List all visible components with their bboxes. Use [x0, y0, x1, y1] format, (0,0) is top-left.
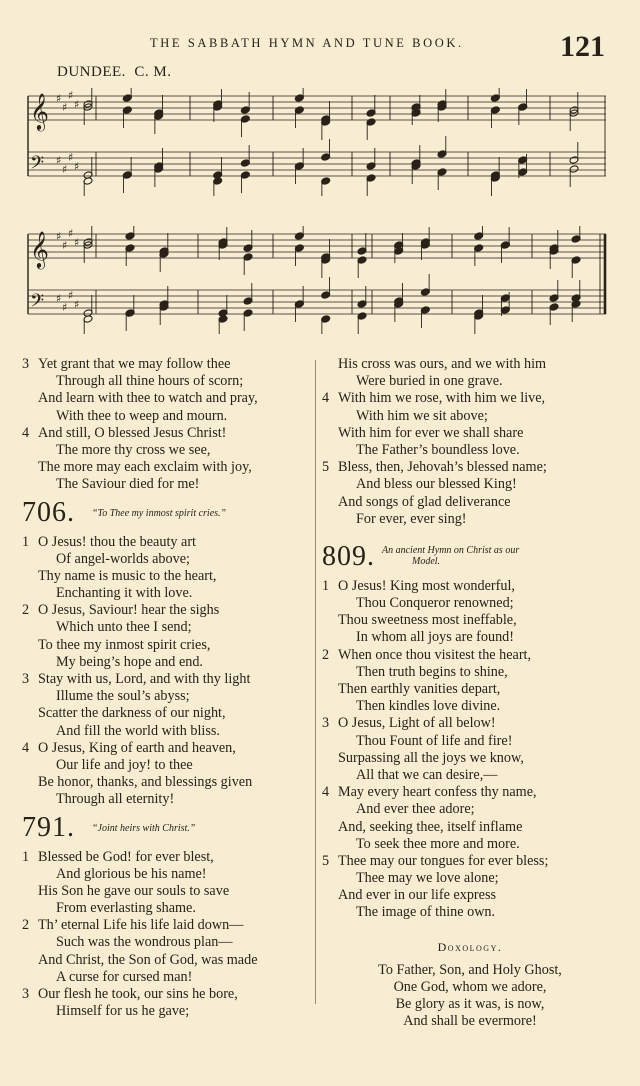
treble-clef-icon: 𝄞	[30, 230, 49, 268]
treble-clef-icon: 𝄞	[30, 92, 49, 130]
verse-text: All that we can desire,—	[356, 766, 498, 783]
sharp-icon: ♯	[62, 239, 68, 252]
sharp-icon: ♯	[68, 227, 74, 240]
sharp-icon: ♯	[62, 163, 68, 176]
stanza-number: 3	[22, 356, 30, 372]
verse-text: And bless our blessed King!	[356, 476, 517, 493]
verse-line	[322, 698, 618, 715]
verse-text: Thy name is music to the heart,	[38, 567, 217, 584]
verse-text: His cross was ours, and we with him	[338, 356, 547, 372]
verse-line	[22, 585, 312, 602]
hymn-791-continuation	[322, 356, 618, 528]
verse-text: And learn with thee to watch and pray,	[38, 390, 258, 407]
hymn-number: 809.	[322, 540, 375, 572]
stanza-number: 1	[322, 577, 330, 594]
verse-line	[22, 671, 312, 688]
verse-line	[322, 819, 618, 836]
verse-text: And songs of glad deliverance	[338, 493, 511, 510]
verse-text: To thee my inmost spirit cries,	[38, 636, 211, 653]
hymn-809-heading	[322, 542, 618, 576]
stanza-number: 2	[22, 602, 30, 619]
doxology-line: To Father, Son, and Holy Ghost,	[378, 961, 562, 978]
verse-text: Of angel-worlds above;	[56, 550, 190, 567]
verse-text: In whom all joys are found!	[356, 629, 514, 646]
verse-line	[322, 425, 618, 442]
verse-text: And fill the world with bliss.	[56, 722, 220, 739]
verse-text: O Jesus, Saviour! hear the sighs	[38, 602, 220, 619]
verse-text: Enchanting it with love.	[56, 585, 193, 602]
doxology-line: Be glory as it was, is now,	[395, 996, 545, 1012]
verse-line	[322, 801, 618, 818]
verse-text: Stay with us, Lord, and with thy light	[38, 671, 251, 687]
verse-text: The more thy cross we see,	[56, 441, 211, 458]
verse-line	[22, 866, 312, 883]
right-column	[322, 356, 618, 1030]
verse-line	[22, 551, 312, 568]
sharp-icon: ♯	[56, 292, 62, 305]
verse-text: With him we sit above;	[356, 407, 488, 424]
sharp-icon: ♯	[62, 301, 68, 314]
verse-line	[22, 390, 312, 407]
verse-line	[22, 408, 312, 425]
verse-line	[322, 476, 618, 493]
verse-line	[22, 534, 312, 551]
verse-text: Thou Fount of life and fire!	[356, 732, 513, 749]
verse-line	[22, 688, 312, 705]
verse-line	[22, 969, 312, 986]
verse-text: Thee may we love alone;	[356, 870, 499, 887]
stanza-number: 4	[322, 390, 330, 407]
verse-text: Thee may our tongues for ever bless;	[338, 852, 549, 869]
verse-text: Then earthly vanities depart,	[338, 681, 501, 697]
verse-line	[22, 459, 312, 476]
verse-line	[22, 849, 312, 866]
verse-text: My being’s hope and end.	[56, 653, 203, 670]
hymn-subtitle-line-2: Model.	[412, 555, 441, 567]
sharp-icon: ♯	[68, 289, 74, 302]
verse-text: Then truth begins to shine,	[356, 663, 508, 680]
verse-line	[322, 647, 618, 664]
stanza-number: 5	[322, 459, 330, 476]
verse-text: Our life and joy! to thee	[56, 756, 193, 773]
verse-text: The image of thine own.	[356, 904, 496, 921]
verse-line	[22, 619, 312, 636]
sharp-icon: ♯	[74, 298, 80, 311]
verse-text: Thou Conqueror renowned;	[356, 595, 514, 612]
verse-line	[322, 733, 618, 750]
verse-line	[22, 425, 312, 442]
hymn-number: 791.	[22, 811, 75, 843]
verse-line	[322, 681, 618, 698]
verse-text: And still, O blessed Jesus Christ!	[38, 424, 227, 441]
verse-line	[322, 459, 618, 476]
verse-line	[322, 373, 618, 390]
verse-line	[22, 1003, 312, 1020]
tune-title	[57, 64, 172, 81]
verse-text: And glorious be his name!	[56, 865, 207, 882]
verse-text: O Jesus! thou the beauty art	[38, 533, 196, 550]
verse-line	[22, 757, 312, 774]
verse-line	[322, 390, 618, 407]
verse-line	[22, 986, 312, 1003]
verse-text: And ever in our life express	[338, 887, 496, 904]
verse-text: Be honor, thanks, and blessings given	[38, 774, 253, 791]
bass-clef-icon: 𝄢	[30, 153, 45, 178]
verse-line	[322, 511, 618, 528]
verse-line	[322, 784, 618, 801]
stanza-number: 3	[22, 986, 30, 1002]
stanza-number: 1	[22, 848, 30, 865]
sharp-icon: ♯	[56, 92, 62, 105]
verse-text: Through all thine hours of scorn;	[56, 373, 244, 390]
verse-text: And ever thee adore;	[356, 801, 475, 818]
verse-text: With thee to weep and mourn.	[56, 407, 228, 424]
music-system-1	[22, 88, 608, 196]
stanza-number: 3	[322, 715, 330, 732]
verse-line	[322, 356, 618, 373]
verse-line	[22, 373, 312, 390]
verse-text: The Father’s boundless love.	[356, 441, 520, 458]
verse-line	[22, 637, 312, 654]
verse-text: Yet grant that we may follow thee	[38, 356, 231, 372]
verse-line	[322, 629, 618, 646]
stanza-number: 4	[22, 739, 30, 756]
verse-line	[22, 917, 312, 934]
verse-line	[22, 934, 312, 951]
verse-text: Through all eternity!	[56, 791, 175, 808]
page-number: 121	[560, 30, 605, 63]
hymn-791-heading	[22, 813, 312, 847]
stanza-number: 2	[322, 646, 330, 663]
hymn-number: 706.	[22, 496, 75, 528]
verse-text: O Jesus! King most wonderful,	[338, 577, 515, 594]
verse-line	[22, 654, 312, 671]
verse-text: With him for ever we shall share	[338, 424, 524, 441]
verse-line	[22, 705, 312, 722]
stanza-number: 4	[322, 784, 330, 801]
doxology-text	[322, 962, 618, 1031]
doxology-title: Doxology.	[437, 939, 503, 954]
verse-text: Bless, then, Jehovah’s blessed name;	[338, 459, 547, 476]
verse-text: His Son he gave our souls to save	[38, 882, 230, 899]
verse-text: Surpassing all the joys we know,	[338, 749, 524, 766]
verse-line	[322, 853, 618, 870]
verse-text: Blessed be God! for ever blest,	[38, 848, 214, 865]
verse-text: Such was the wondrous plan—	[56, 934, 233, 951]
running-head: THE SABBATH HYMN AND TUNE BOOK.	[150, 36, 464, 50]
verse-line	[322, 836, 618, 853]
verse-text: A curse for cursed man!	[56, 968, 193, 985]
verse-line	[322, 887, 618, 904]
hymn-subtitle	[382, 545, 519, 567]
verse-line	[322, 715, 618, 732]
verse-text: Thou sweetness most ineffable,	[338, 612, 517, 629]
verse-text: Then kindles love divine.	[356, 698, 501, 715]
verse-line	[22, 568, 312, 585]
verse-line	[22, 883, 312, 900]
sharp-icon: ♯	[62, 101, 68, 114]
stanza-number: 1	[22, 533, 30, 550]
verse-line	[22, 952, 312, 969]
verse-text: Illume the soul’s abyss;	[56, 688, 190, 705]
verse-text: Were buried in one grave.	[356, 373, 503, 390]
stanza-number: 5	[322, 852, 330, 869]
verse-line	[322, 578, 618, 595]
verse-text: To seek thee more and more.	[356, 835, 520, 852]
verse-line	[22, 774, 312, 791]
verse-line	[322, 767, 618, 784]
hymn-706-text	[22, 534, 312, 809]
verse-line	[322, 904, 618, 921]
verse-text: Which unto thee I send;	[56, 619, 192, 636]
hymn-791-text	[22, 849, 312, 1021]
verse-text: O Jesus, Light of all below!	[338, 715, 496, 732]
bass-clef-icon: 𝄢	[30, 291, 45, 316]
verse-line	[322, 595, 618, 612]
stanza-number: 4	[22, 424, 30, 441]
verse-line	[322, 870, 618, 887]
verse-line	[22, 740, 312, 757]
verse-text: With him we rose, with him we live,	[338, 390, 546, 407]
sharp-icon: ♯	[74, 160, 80, 173]
verse-line	[22, 356, 312, 373]
stanza-number: 2	[22, 917, 30, 934]
hymn-subtitle: “Joint heirs with Christ.”	[92, 822, 196, 834]
hymn-809-text	[322, 578, 618, 922]
doxology-line: One God, whom we adore,	[393, 978, 547, 995]
left-column	[22, 356, 312, 1020]
verse-line	[22, 900, 312, 917]
verse-text: From everlasting shame.	[56, 900, 196, 917]
music-system-2	[22, 226, 608, 334]
sharp-icon: ♯	[56, 230, 62, 243]
verse-line	[322, 664, 618, 681]
verse-line	[22, 791, 312, 808]
verse-text: May every heart confess thy name,	[338, 784, 537, 801]
verse-line	[22, 602, 312, 619]
verse-line	[22, 476, 312, 493]
stanza-number: 3	[22, 671, 30, 687]
verse-text: And Christ, the Son of God, was made	[38, 951, 258, 968]
column-divider	[315, 360, 316, 1004]
verse-text: And, seeking thee, itself inflame	[338, 818, 523, 835]
verse-text: The Saviour died for me!	[56, 476, 200, 493]
music-staff-system	[22, 88, 608, 196]
music-staff-system	[22, 226, 608, 334]
hymn-subtitle: “To Thee my inmost spirit cries.”	[92, 507, 227, 519]
verse-text: Our flesh he took, our sins he bore,	[38, 986, 238, 1002]
verse-text: When once thou visitest the heart,	[338, 646, 532, 663]
hymn-subtitle-line-1: An ancient Hymn on Christ as our	[382, 544, 520, 556]
hymn-706-heading	[22, 498, 312, 532]
sharp-icon: ♯	[68, 89, 74, 102]
verse-text: For ever, ever sing!	[356, 510, 467, 527]
verse-line	[322, 442, 618, 459]
hymn-continuation	[22, 356, 312, 494]
verse-line	[22, 442, 312, 459]
verse-text: Himself for us he gave;	[56, 1003, 190, 1020]
verse-line	[322, 750, 618, 767]
verse-line	[322, 408, 618, 425]
tune-meter: C. M.	[134, 64, 172, 80]
verse-text: O Jesus, King of earth and heaven,	[38, 739, 236, 756]
sharp-icon: ♯	[74, 236, 80, 249]
verse-text: Scatter the darkness of our night,	[38, 705, 226, 722]
sharp-icon: ♯	[74, 98, 80, 111]
tune-name: DUNDEE.	[57, 64, 126, 80]
verse-text: Th’ eternal Life his life laid down—	[38, 917, 244, 934]
doxology-line: And shall be evermore!	[403, 1013, 537, 1030]
sharp-icon: ♯	[68, 151, 74, 164]
verse-text: The more may each exclaim with joy,	[38, 459, 252, 476]
sharp-icon: ♯	[56, 154, 62, 167]
verse-line	[322, 612, 618, 629]
verse-line	[322, 494, 618, 511]
verse-line	[22, 723, 312, 740]
